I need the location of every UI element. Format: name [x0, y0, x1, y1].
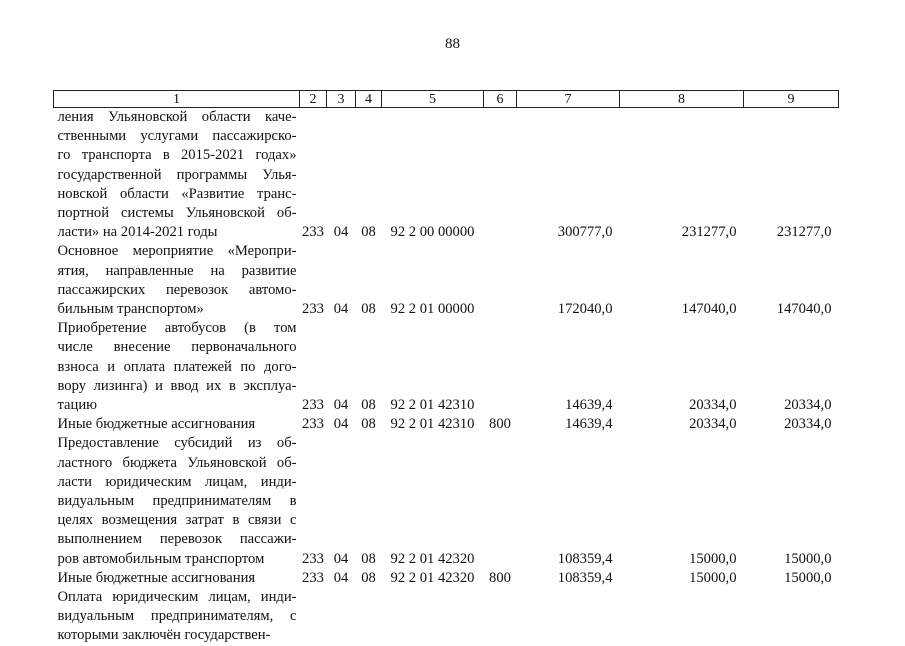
description-line: Иные бюджетные ассигнования — [57, 416, 256, 433]
description-line: Иные бюджетные ассигнования — [57, 569, 256, 586]
column-header: 7 — [517, 91, 620, 108]
target-article-code: 92 2 01 42310 — [390, 416, 475, 433]
subsection-code: 08 — [361, 301, 376, 318]
subsection-code: 08 — [361, 416, 376, 433]
amount-year-2: 20334,0 — [689, 416, 737, 433]
description-line: го транспорта в 2015-2021 годах» — [57, 147, 297, 164]
subsection-code: 08 — [361, 550, 376, 567]
section-code: 04 — [333, 301, 349, 318]
description-line: Основное мероприятие «Меропри- — [57, 243, 297, 260]
table-row — [54, 434, 839, 568]
column-header: 1 — [54, 91, 300, 108]
amount-year-3: 20334,0 — [784, 397, 832, 414]
target-article-code: 92 2 01 42320 — [390, 569, 475, 586]
expense-type-code: 800 — [489, 416, 511, 433]
description-line: целях возмещения затрат в связи с — [57, 512, 297, 529]
amount-year-2: 20334,0 — [689, 397, 737, 414]
amount-year-3: 20334,0 — [784, 416, 832, 433]
table-row — [54, 415, 839, 434]
amount-year-1 — [517, 588, 620, 646]
amount-year-2: 231277,0 — [681, 224, 737, 241]
expense-type-code: 800 — [489, 569, 511, 586]
description-line: новской области «Развитие транс- — [57, 185, 297, 202]
amount-year-3: 147040,0 — [776, 301, 832, 318]
subsection-code: 08 — [361, 569, 376, 586]
expense-type-code — [484, 588, 517, 646]
column-header-row — [54, 91, 839, 108]
description-line: ров автомобильным транспортом — [57, 550, 265, 567]
description-line: Оплата юридическим лицам, инди- — [57, 589, 297, 606]
amount-year-2: 147040,0 — [681, 301, 737, 318]
amount-year-1: 300777,0 — [557, 224, 613, 241]
amount-year-2: 15000,0 — [689, 569, 737, 586]
ministry-code: 233 — [302, 301, 324, 318]
section-code: 04 — [333, 416, 349, 433]
target-article-code — [382, 588, 484, 646]
budget-table — [53, 90, 839, 646]
ministry-code: 233 — [302, 224, 324, 241]
description-line: видуальным предпринимателям в — [57, 493, 297, 510]
table-row — [54, 319, 839, 415]
description-line: ственными услугами пассажирско- — [57, 128, 297, 145]
row-description — [54, 108, 300, 243]
column-header: 8 — [620, 91, 744, 108]
subsection-code: 08 — [361, 397, 376, 414]
amount-year-2: 15000,0 — [689, 550, 737, 567]
section-code: 04 — [333, 224, 349, 241]
target-article-code: 92 2 00 00000 — [390, 224, 475, 241]
column-header: 3 — [327, 91, 356, 108]
description-line: выполнением перевозок пассажи- — [57, 531, 297, 548]
amount-year-1: 108359,4 — [557, 550, 613, 567]
description-line: ластного бюджета Ульяновской об- — [57, 454, 297, 471]
description-line: ласти» на 2014-2021 годы — [57, 224, 218, 241]
row-description — [54, 588, 300, 646]
subsection-code: 08 — [361, 224, 376, 241]
description-line: ласти юридическим лицам, инди- — [57, 473, 297, 490]
table-row — [54, 588, 839, 646]
description-line: взноса и оплата платежей по дого- — [57, 358, 297, 375]
section-code: 04 — [333, 397, 349, 414]
section-code: 04 — [333, 550, 349, 567]
description-line: видуальным предпринимателям, с — [57, 608, 297, 625]
description-line: ятия, направленные на развитие — [57, 262, 297, 279]
target-article-code: 92 2 01 42320 — [390, 550, 475, 567]
ministry-code — [300, 588, 327, 646]
column-header: 9 — [744, 91, 839, 108]
column-header: 6 — [484, 91, 517, 108]
description-line: пассажирских перевозок автомо- — [57, 281, 297, 298]
amount-year-1: 14639,4 — [565, 397, 613, 414]
section-code: 04 — [333, 569, 349, 586]
ministry-code: 233 — [302, 397, 324, 414]
amount-year-3 — [744, 588, 839, 646]
description-line: вору лизинга) и ввод их в эксплуа- — [57, 377, 297, 394]
ministry-code: 233 — [302, 416, 324, 433]
row-description — [54, 415, 300, 434]
row-description — [54, 242, 300, 319]
ministry-code: 233 — [302, 569, 324, 586]
description-line: числе внесение первоначального — [57, 339, 297, 356]
table-row — [54, 108, 839, 243]
target-article-code: 92 2 01 42310 — [390, 397, 475, 414]
table-body — [54, 108, 839, 646]
row-description — [54, 569, 300, 588]
subsection-code — [356, 588, 382, 646]
section-code — [327, 588, 356, 646]
description-line: Предоставление субсидий из об- — [57, 435, 297, 452]
description-line: портной системы Ульяновской об- — [57, 205, 297, 222]
description-line: ления Ульяновской области каче- — [57, 109, 297, 125]
expense-type-code — [484, 319, 517, 415]
description-line: государственной программы Улья- — [57, 166, 297, 183]
description-line: бильным транспортом» — [57, 301, 204, 318]
amount-year-2 — [620, 588, 744, 646]
amount-year-1: 172040,0 — [557, 301, 613, 318]
row-description — [54, 434, 300, 568]
expense-type-code — [484, 108, 517, 243]
table-row — [54, 569, 839, 588]
column-header: 2 — [300, 91, 327, 108]
target-article-code: 92 2 01 00000 — [390, 301, 475, 318]
amount-year-1: 14639,4 — [565, 416, 613, 433]
column-header: 5 — [382, 91, 484, 108]
ministry-code: 233 — [302, 550, 324, 567]
amount-year-1: 108359,4 — [557, 569, 613, 586]
row-description — [54, 319, 300, 415]
page-number: 88 — [445, 36, 460, 52]
amount-year-3: 15000,0 — [784, 550, 832, 567]
description-line: которыми заключён государствен- — [57, 627, 271, 644]
column-header: 4 — [356, 91, 382, 108]
description-line: тацию — [57, 397, 98, 414]
expense-type-code — [484, 434, 517, 568]
expense-type-code — [484, 242, 517, 319]
table-row — [54, 242, 839, 319]
amount-year-3: 15000,0 — [784, 569, 832, 586]
description-line: Приобретение автобусов (в том — [57, 320, 297, 337]
amount-year-3: 231277,0 — [776, 224, 832, 241]
